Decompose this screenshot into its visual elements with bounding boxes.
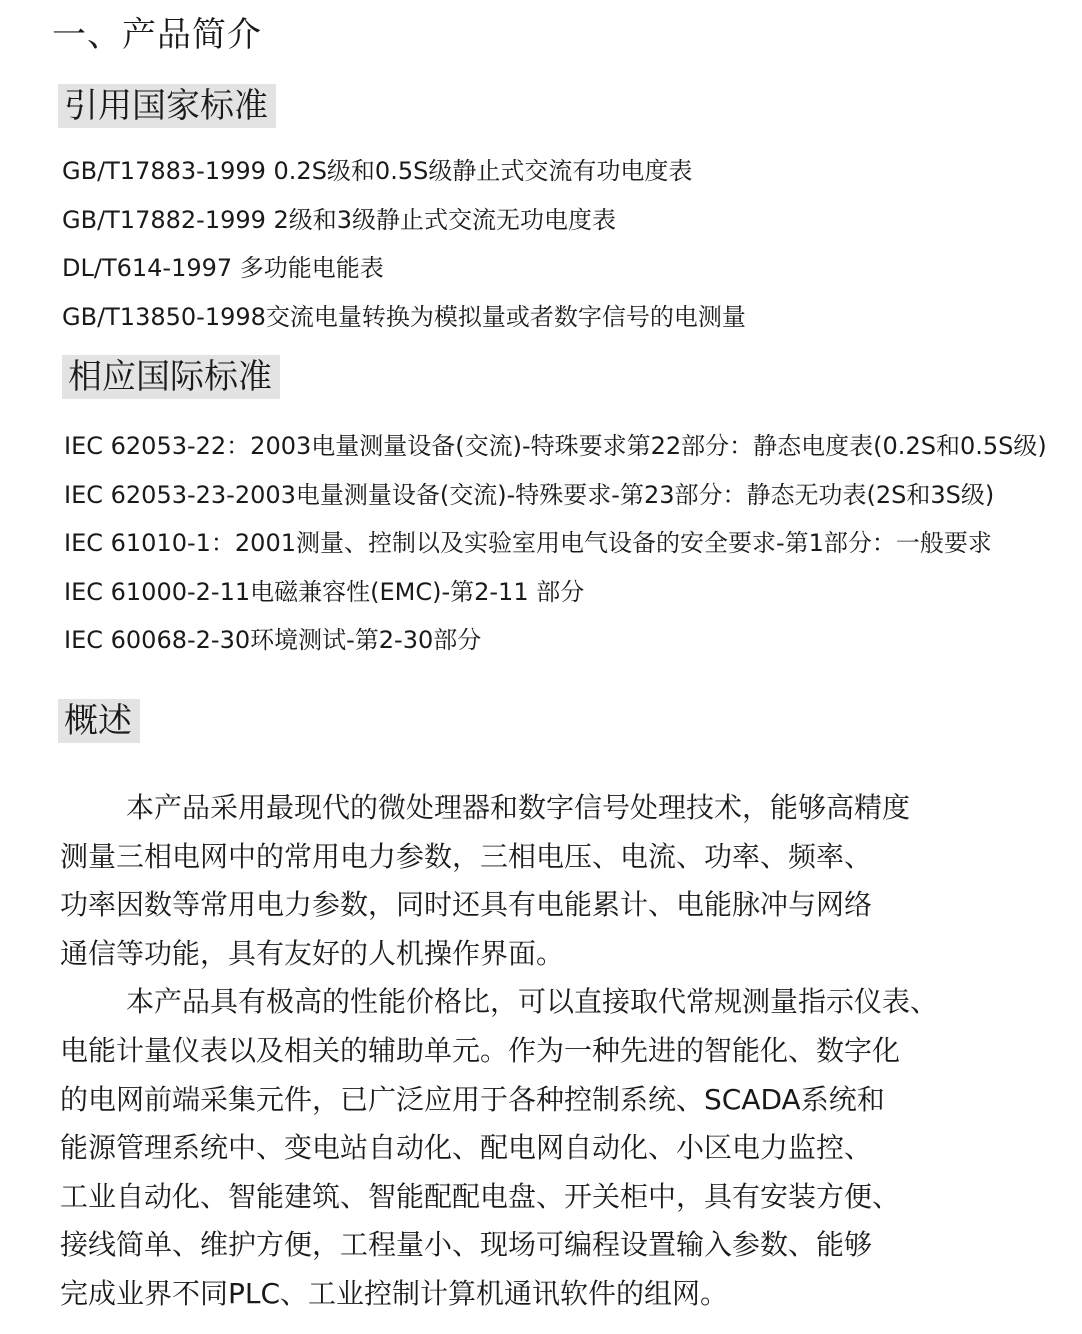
paragraph-line: 通信等功能，具有友好的人机操作界面。 [60,936,565,970]
international-standards-list [64,422,1047,665]
paragraph-line: 接线简单、维护方便，工程量小、现场可编程设置输入参数、能够 [60,1228,873,1262]
national-standards-list [62,147,746,341]
list-item: IEC 62053-22：2003电量测量设备(交流)-特珠要求第22部分：静态电度表(0.2S和0.5S级) [64,432,1047,460]
paragraph-line: 工业自动化、智能建筑、智能配配电盘、开关柜中，具有安装方便、 [60,1179,901,1213]
section-heading-international-standards: 相应国际标准 [62,355,280,399]
list-item: GB/T17882-1999 2级和3级静止式交流无功电度表 [62,205,617,234]
paragraph-line: 功率因数等常用电力参数，同时还具有电能累计、电能脉冲与网络 [60,888,873,922]
list-item: DL/T614-1997 多功能电能表 [62,254,384,282]
paragraph-line: 完成业界不同PLC、工业控制计算机通讯软件的组网。 [60,1276,729,1310]
section-heading-overview: 概述 [58,699,140,743]
paragraph-line: 电能计量仪表以及相关的辅助单元。作为一种先进的智能化、数字化 [60,1033,901,1067]
list-item: GB/T13850-1998交流电量转换为模拟量或者数字信号的电测量 [62,302,746,331]
paragraph-line: 本产品具有极高的性能价格比，可以直接取代常规测量指示仪表、 [126,985,939,1019]
paragraph-line: 测量三相电网中的常用电力参数，三相电压、电流、功率、频率、 [60,839,873,873]
section-heading-national-standards: 引用国家标准 [58,84,276,128]
list-item: IEC 61010-1：2001测量、控制以及实验室用电气设备的安全要求-第1部分：一般要求 [64,529,992,557]
overview-body [60,784,1020,1319]
list-item: IEC 61000-2-11电磁兼容性(EMC)-第2-11 部分 [64,577,585,606]
list-item: IEC 62053-23-2003电量测量设备(交流)-特殊要求-第23部分：静态无功表(2S和3S级) [64,480,995,509]
page-title: 一、产品简介 [52,15,262,55]
paragraph-line: 本产品采用最现代的微处理器和数字信号处理技术，能够高精度 [126,791,911,824]
paragraph-line: 的电网前端采集元件，已广泛应用于各种控制系统、SCADA系统和 [60,1082,885,1116]
list-item: GB/T17883-1999 0.2S级和0.5S级静止式交流有功电度表 [62,157,693,185]
paragraph-line: 能源管理系统中、变电站自动化、配电网自动化、小区电力监控、 [60,1131,873,1165]
list-item: IEC 60068-2-30环境测试-第2-30部分 [64,626,482,654]
